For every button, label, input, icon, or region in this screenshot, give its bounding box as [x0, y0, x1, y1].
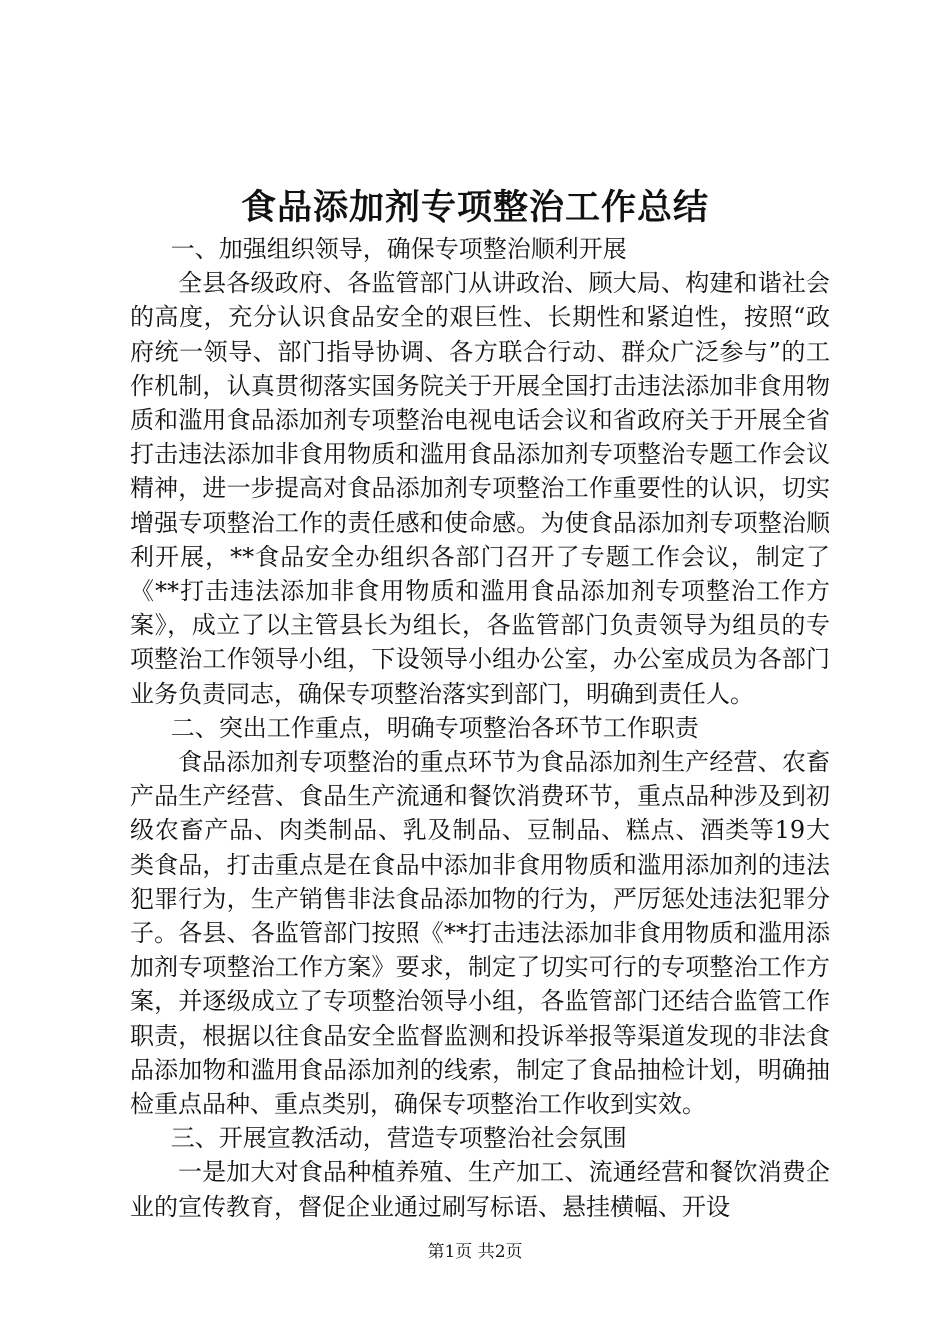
- section-heading-1: 一、加强组织领导，确保专项整治顺利开展: [170, 235, 627, 263]
- section-heading-3: 三、开展宣教活动，营造专项整治社会氛围: [170, 1124, 627, 1153]
- section-paragraph-3: 一是加大对食品种植养殖、生产加工、流通经营和餐饮消费企业的宣传教育，督促企业通过刷写标语、悬挂横幅、开设: [130, 1158, 830, 1221]
- document-body: [130, 232, 830, 1224]
- section-heading-2: 二、突出工作重点，明确专项整治各环节工作职责: [170, 713, 699, 742]
- page-footer: 第1页 共2页: [427, 1242, 523, 1262]
- document-title: 食品添加剂专项整治工作总结: [240, 187, 709, 228]
- section-paragraph-2: 食品添加剂专项整治的重点环节为食品添加剂生产经营、农畜产品生产经营、食品生产流通和餐饮消费环节，重点品种涉及到初级农畜产品、肉类制品、乳及制品、豆制品、糕点、酒类等19大类食品，打击重点是在食品中添加非食用物质和滥用添加剂的违法犯罪行为，生产销售非法食品添加物的行为，严厉惩处违法犯罪分子。各县、各监管部门按照《**打击违法添加非食用物质和滥用添加剂专项整治工作方案》要求，制定了切实可行的专项整治工作方案，并逐级成立了专项整治领导小组，各监管部门还结合监管工作职责，根据以往食品安全监督监测和投诉举报等渠道发现的非法食品添加物和滥用食品添加剂的线索，制定了食品抽检计划，明确抽检重点品种、重点类别，确保专项整治工作收到实效。: [130, 748, 830, 1119]
- section-paragraph-1: 全县各级政府、各监管部门从讲政治、顾大局、构建和谐社会的高度，充分认识食品安全的艰巨性、长期性和紧迫性，按照“政府统一领导、部门指导协调、各方联合行动、群众广泛参与”的工作机制，认真贯彻落实国务院关于开展全国打击违法添加非食用物质和滥用食品添加剂专项整治电视电话会议和省政府关于开展全省打击违法添加非食用物质和滥用食品添加剂专项整治专题工作会议精神，进一步提高对食品添加剂专项整治工作重要性的认识，切实增强专项整治工作的责任感和使命感。为使食品添加剂专项整治顺利开展，**食品安全办组织各部门召开了专题工作会议，制定了《**打击违法添加非食用物质和滥用食品添加剂专项整治工作方案》，成立了以主管县长为组长，各监管部门负责领导为组员的专项整治工作领导小组，下设领导小组办公室，办公室成员为各部门业务负责同志，确保专项整治落实到部门，明确到责任人。: [130, 269, 830, 708]
